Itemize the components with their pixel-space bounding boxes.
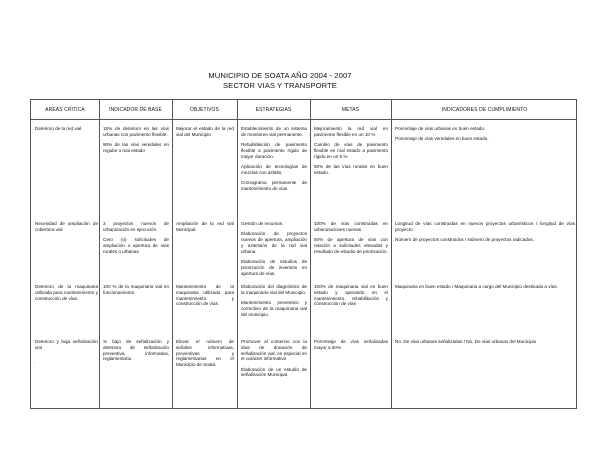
cell-paragraph: 50% de apertura de vías con relación a solicitudes elevadas y resultado de estudio de priorización. — [314, 237, 388, 254]
cell-paragraph: Establecimiento de un sistema de monitoreo vial permanente. — [241, 126, 307, 137]
cell-estrategias-row-4 — [241, 339, 307, 383]
cell-indicador-row-4 — [103, 339, 169, 367]
cell-cumplimiento-row-3 — [395, 284, 575, 294]
cell-paragraph: Porcentaje de vías veredales en buen estado. — [395, 136, 489, 142]
column-divider — [172, 100, 173, 408]
cell-metas-row-1 — [314, 126, 388, 180]
cell-paragraph: Mejorar el estado de la red vial del Municipio — [176, 126, 234, 137]
title-line-1: MUNICIPIO DE SOATA AÑO 2004 - 2007 — [208, 71, 352, 80]
cell-cumplimiento-row-1 — [395, 126, 575, 147]
cell-area-row-2 — [35, 221, 98, 237]
cell-paragraph: Cero (o) solicitudes de ampliación o apertura de vías rurales o urbanas — [103, 237, 169, 254]
header-objetivos: OBJETIVOS — [190, 106, 219, 113]
cell-paragraph: Deterioro de la maquinaria utilizada para mantenimiento y construcción de vías. — [35, 284, 98, 301]
column-divider — [99, 100, 100, 408]
cell-indicador-row-2 — [103, 221, 169, 259]
cell-paragraph: Mantenimiento de la maquinaria utilizada para mantenimiento y construcción de vías — [176, 284, 234, 307]
cell-paragraph: No. De vías urbanas señalizadas / No. De vías urbanas del Municipio — [395, 339, 537, 344]
cell-paragraph: Elaboración de estudios de priorización de inversión en apertura de vías. — [241, 258, 307, 276]
cell-paragraph: Rehabilitación de pavimento flexible a pavimento rígido de mayor duración. — [241, 142, 307, 159]
header-divider — [31, 119, 576, 120]
cell-paragraph: Mejoramiento la red vial en pavimento flexible en un 10 % — [314, 126, 388, 137]
column-divider — [310, 100, 311, 408]
column-divider — [391, 100, 392, 408]
cell-objetivos-row-2 — [176, 221, 234, 237]
header-indicadores-de-cumplimiento: INDICADORES DE CUMPLIMIENTO — [441, 106, 528, 113]
cell-paragraph: 100% de vías construidas en urbanizaciones nuevas. — [314, 221, 388, 232]
cell-paragraph: Necesidad de ampliación de cobertura vial — [35, 221, 98, 232]
cell-paragraph: Gestión de recursos. — [241, 221, 284, 226]
cell-area-row-4 — [35, 339, 98, 355]
cell-paragraph: Cambio de vías de pavimento flexible en mal estado a pavimento rígido en un 5 % — [314, 142, 388, 159]
cell-paragraph: 100 % de la maquinaria vial en funcionamiento — [103, 284, 169, 295]
strategy-table — [30, 99, 577, 409]
cell-paragraph: Ampliación de la red vial Municipal. — [176, 221, 234, 232]
cell-paragraph: Mantenimiento preventivo y correctivo de la maquinaria vial del municipio. — [241, 300, 307, 317]
cell-paragraph: Deterioro y baja señalización vial — [35, 339, 98, 350]
cell-objetivos-row-1 — [176, 126, 234, 142]
cell-paragraph: 15% de deterioro en las vías urbanas con pavimento flexible. — [103, 126, 169, 137]
header-indicador-de-base: INDICADOR DE BASE — [109, 106, 162, 113]
cell-indicador-row-3 — [103, 284, 169, 300]
cell-paragraph: Porcentaje de vías señalizadas mayor a 50% — [314, 339, 388, 350]
cell-indicador-row-1 — [103, 126, 169, 158]
cell-paragraph: 60% de las vías rurales en buen estado. — [314, 163, 388, 175]
cell-paragraph: Deterioro de la red vial — [35, 126, 82, 131]
title-line-2: SECTOR VIAS Y TRANSPORTE — [223, 81, 337, 90]
cell-paragraph: Elevar el número de señales informativas, preventivas y reglamentarias en el Municipio de Soatá. — [176, 339, 234, 368]
cell-paragraph: Promover al comercio con la idea de donación de señalización vial, en especial en el carácter informativo — [241, 339, 307, 362]
cell-objetivos-row-4 — [176, 339, 234, 372]
header-areas-critica: AREAS CRITICA — [45, 106, 85, 113]
cell-paragraph: 100% de maquinaria vial en buen estado y operando en el mantenimiento, rehabilitación y construcción de vías — [314, 284, 388, 307]
header-metas: METAS — [341, 106, 360, 113]
cell-metas-row-4 — [314, 339, 388, 355]
cell-estrategias-row-2 — [241, 221, 307, 281]
cell-paragraph: Aplicación de tecnologías de mezclas con asfalto. — [241, 163, 307, 175]
cell-paragraph: Elaboración del diagnóstico de la maquinaria vial del Municipio. — [241, 284, 307, 295]
document-title — [160, 71, 400, 91]
cell-paragraph: Número de proyectos construidos / Número de proyectos radicados. — [395, 237, 534, 243]
cell-estrategias-row-3 — [241, 284, 307, 322]
header-estrategias: ESTRATEGIAS — [255, 106, 292, 113]
column-divider — [237, 100, 238, 408]
cell-paragraph: % bajo de señalización y deterioro de señalización preventiva, informativa, reglamentaria — [103, 339, 169, 362]
cell-paragraph: Elaboración de proyectos nuevos de apertura, ampliación y extensión de la red vial urbana. — [241, 231, 307, 254]
cell-area-row-3 — [35, 284, 98, 306]
stray-mark: . — [34, 359, 36, 365]
cell-paragraph: Porcentaje de vías urbanas en buen estado. — [395, 126, 486, 131]
cell-objetivos-row-3 — [176, 284, 234, 312]
cell-cumplimiento-row-4 — [395, 339, 575, 349]
cell-paragraph: Elaboración de un estudio de señalización Municipal. — [241, 366, 307, 378]
cell-paragraph: Cronograma permanente de mantenimiento de vías. — [241, 180, 307, 191]
cell-paragraph: Maquinaria en buen estado / Maquinaria a cargo del Municipio destinada a vías. — [395, 284, 558, 289]
cell-paragraph: Longitud de vías construidas en nuevos proyectos urbanísticos / longitud de vías proyecto — [395, 221, 575, 232]
cell-metas-row-3 — [314, 284, 388, 312]
cell-cumplimiento-row-2 — [395, 221, 575, 247]
cell-area-row-1 — [35, 126, 98, 136]
cell-paragraph: 90% de las vías veredales en regular o mal estado — [103, 142, 169, 153]
cell-paragraph: 3 proyectos nuevos de urbanización en ejecución. — [103, 221, 169, 232]
cell-metas-row-2 — [314, 221, 388, 259]
cell-estrategias-row-1 — [241, 126, 307, 196]
